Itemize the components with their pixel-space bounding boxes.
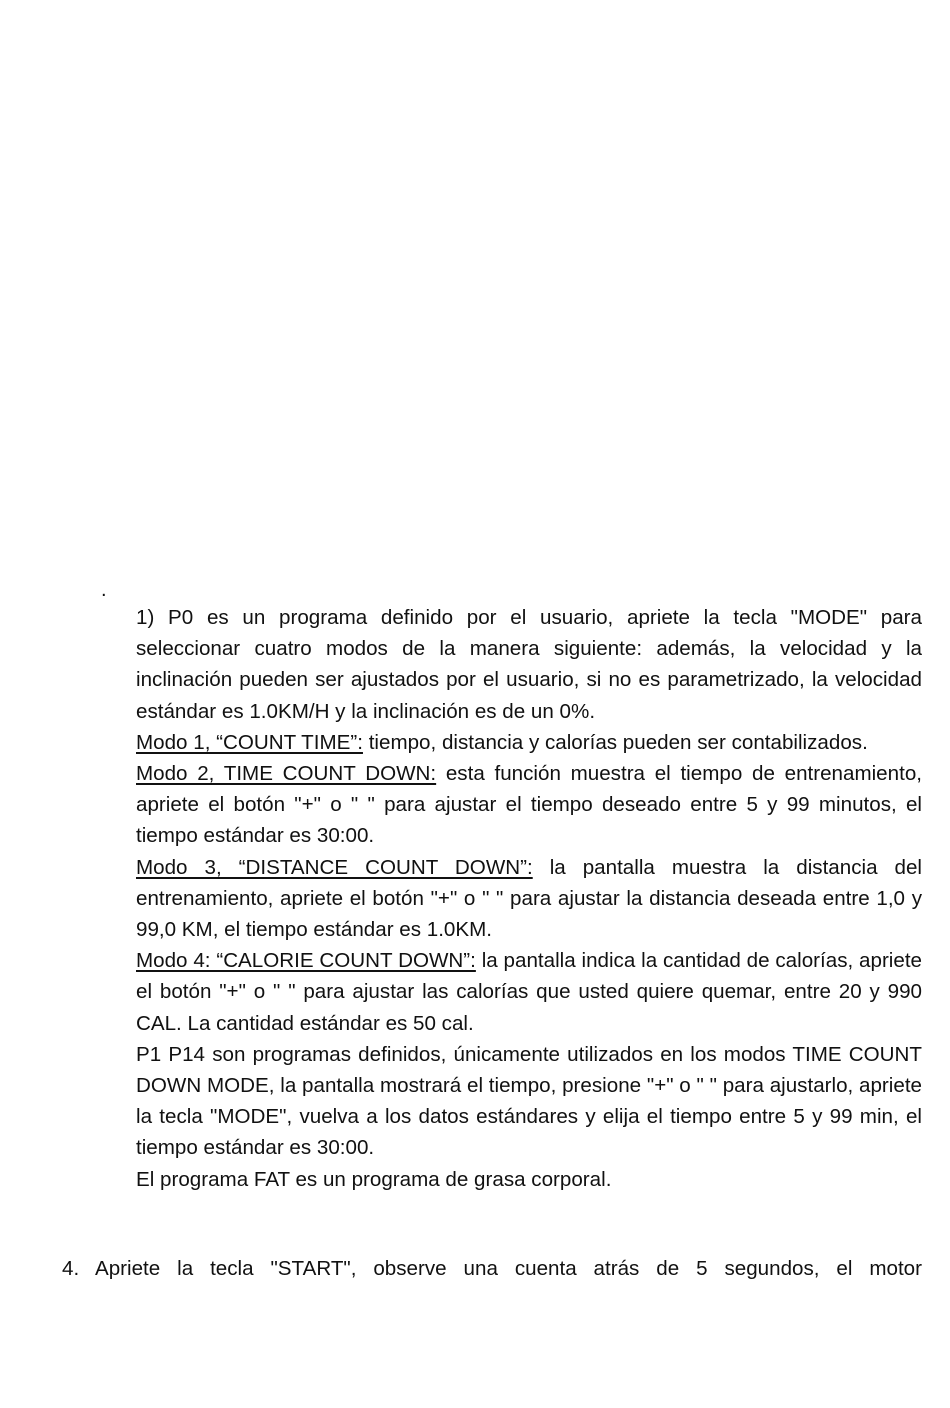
bullet-dot: . (101, 579, 107, 601)
mode-3-text: la pantalla muestra la distancia del entrenamiento, apriete el botón "+" o " " para ajustar la distancia deseada entre 1,0 y 99,0 KM, el tiempo estándar es 1.0KM. (136, 855, 922, 942)
programs-paragraph: P1 P14 son programas definidos, únicamente utilizados en los modos TIME COUNT DOWN MODE, la pantalla mostrará el tiempo, presione "+" o " " para ajustarlo, apriete la tecla "MODE", vuelva a los datos estándares y elija el tiempo entre 5 y 99 min, el tiempo estándar es 30:00. (136, 1042, 922, 1160)
mode-4-text: la pantalla indica la cantidad de calorías, apriete el botón "+" o " " para ajustar las calorías que usted quiere quemar, entre 20 y 990 CAL. La cantidad estándar es 50 cal. (136, 949, 923, 1035)
fat-program-paragraph: El programa FAT es un programa de grasa corporal. (136, 1167, 612, 1191)
step-4-text: Apriete la tecla "START", observe una cuenta atrás de 5 segundos, el motor (94, 1257, 922, 1280)
mode-2-text: esta función muestra el tiempo de entrenamiento, apriete el botón "+" o " " para ajustar el tiempo deseado entre 5 y 99 minutos, el tiempo estándar es 30:00. (136, 762, 922, 848)
mode-2-heading: Modo 2, TIME COUNT DOWN: (136, 762, 437, 786)
mode-1-text: tiempo, distancia y calorías pueden ser contabilizados. (362, 730, 868, 754)
mode-2-paragraph (136, 758, 922, 852)
mode-4-heading: Modo 4: “CALORIE COUNT DOWN”: (136, 949, 476, 973)
intro-paragraph: 1) P0 es un programa definido por el usuario, apriete la tecla "MODE" para seleccionar cuatro modos de la manera siguiente: además, la velocidad y la inclinación pueden ser ajustados por el usuario, si no es parametrizado, la velocidad estándar es 1.0KM/H y la inclinación es de un 0%. (136, 606, 922, 723)
mode-1-heading: Modo 1, “COUNT TIME”: (136, 730, 363, 754)
mode-3-heading: Modo 3, “DISTANCE COUNT DOWN”: (136, 855, 533, 879)
mode-1-paragraph (136, 727, 922, 758)
program-description (136, 602, 922, 1195)
step-4-number: 4. (62, 1257, 80, 1280)
step-4-line (62, 1253, 922, 1284)
mode-3-paragraph (136, 852, 922, 946)
mode-4-paragraph (136, 945, 922, 1039)
